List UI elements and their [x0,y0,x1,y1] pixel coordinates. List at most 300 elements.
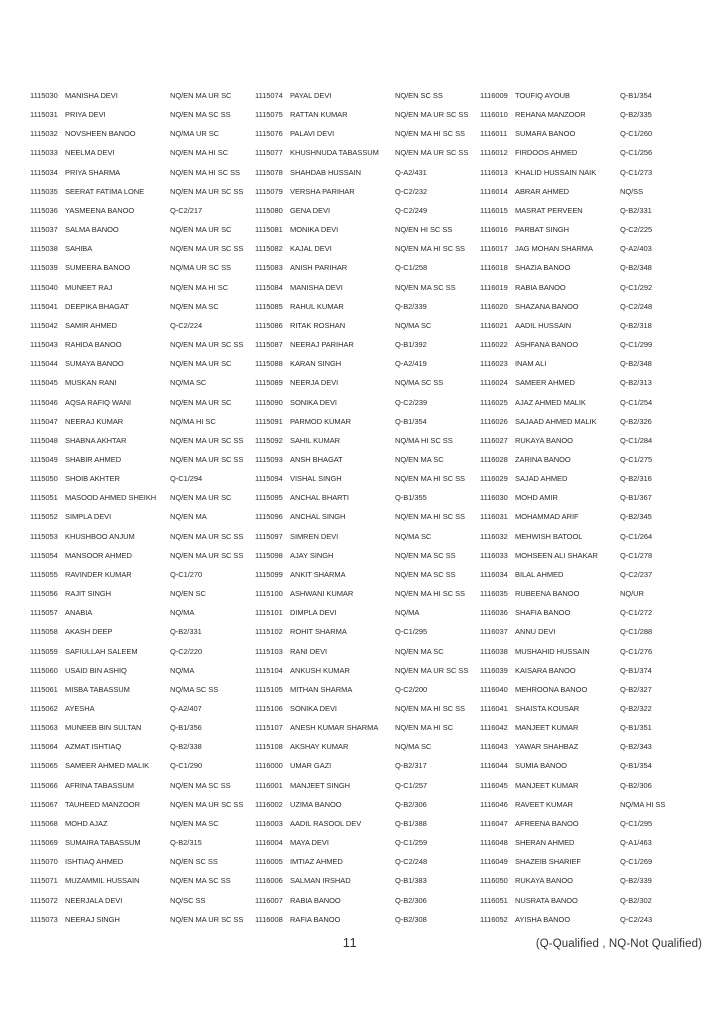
roll-number: 1116043 [480,742,508,752]
status-code: NQ/EN MA SC [170,301,219,311]
table-row [480,819,700,838]
table-row [30,91,255,110]
status-code: NQ/MA HI SS [620,799,666,809]
candidate-name: SHAHDAB HUSSAIN [290,167,361,177]
status-code: NQ/EN MA UR SC SS [170,244,244,254]
status-code: Q-C1/295 [395,627,428,637]
status-code: Q-C1/273 [620,167,653,177]
roll-number: 1115058 [30,627,58,637]
table-row [480,283,700,302]
roll-number: 1116038 [480,646,508,656]
table-row [30,302,255,321]
table-row [255,512,480,531]
table-row [480,608,700,627]
status-code: NQ/EN MA HI SC SS [170,167,240,177]
table-row [30,857,255,876]
table-row [255,129,480,148]
roll-number: 1115105 [255,684,283,694]
roll-number: 1116015 [480,205,508,215]
table-row [480,206,700,225]
status-code: NQ/SC SS [170,895,206,905]
roll-number: 1115032 [30,129,58,139]
roll-number: 1116052 [480,914,508,924]
candidate-name: KAJAL DEVI [290,244,332,254]
roll-number: 1115035 [30,186,58,196]
roll-number: 1115071 [30,876,58,886]
roll-number: 1115030 [30,91,58,100]
status-code: NQ/EN MA UR SC SS [170,454,244,464]
candidate-name: MANISHA DEVI [65,91,118,100]
roll-number: 1115096 [255,512,283,522]
table-row [255,915,480,934]
table-row [255,838,480,857]
roll-number: 1116002 [255,799,283,809]
candidate-name: TAUHEED MANZOOR [65,799,140,809]
table-row [480,493,700,512]
candidate-name: SHAZEIB SHARIEF [515,857,581,867]
roll-number: 1115098 [255,550,283,560]
candidate-name: AKSHAY KUMAR [290,742,349,752]
roll-number: 1116032 [480,531,508,541]
table-row [255,398,480,417]
roll-number: 1115100 [255,589,283,599]
roll-number: 1116051 [480,895,508,905]
status-code: NQ/EN MA SC [395,646,444,656]
status-code: Q-C2/249 [395,205,428,215]
table-row [30,206,255,225]
candidate-name: YASMEENA BANOO [65,205,135,215]
result-column-1 [30,91,255,934]
status-code: Q-B2/339 [395,301,427,311]
status-code: NQ/MA [170,665,195,675]
candidate-name: ABRAR AHMED [515,186,570,196]
roll-number: 1116044 [480,761,508,771]
roll-number: 1115094 [255,474,283,484]
candidate-name: MANJEET KUMAR [515,723,579,733]
roll-number: 1115031 [30,110,58,120]
status-code: NQ/EN MA HI SC [395,723,454,733]
roll-number: 1115056 [30,589,58,599]
status-code: NQ/EN MA UR SC SS [170,914,244,924]
status-code: NQ/EN MA HI SC SS [395,474,465,484]
candidate-name: RAHUL KUMAR [290,301,344,311]
status-code: Q-B2/306 [620,780,652,790]
candidate-name: SHAISTA KOUSAR [515,704,580,713]
table-row [255,896,480,915]
table-row [255,359,480,378]
status-code: NQ/EN MA SC SS [395,550,456,560]
table-row [255,532,480,551]
roll-number: 1116027 [480,435,508,445]
roll-number: 1115088 [255,359,283,369]
table-row [30,723,255,742]
roll-number: 1115060 [30,665,58,675]
table-row [255,761,480,780]
roll-number: 1115065 [30,761,58,771]
status-code: NQ/EN MA SC SS [170,110,231,120]
candidate-name: SEERAT FATIMA LONE [65,186,145,196]
status-code: NQ/EN MA SC SS [395,282,456,292]
status-code: Q-C1/275 [620,454,653,464]
status-code: NQ/EN MA UR SC SS [170,531,244,541]
status-code: NQ/EN MA UR SC SS [170,340,244,350]
candidate-name: KAISARA BANOO [515,665,576,675]
candidate-name: SAMEER AHMED [515,378,575,388]
roll-number: 1116013 [480,167,508,177]
table-row [30,551,255,570]
status-code: NQ/MA [170,608,195,618]
candidate-name: MOHSEEN ALI SHAKAR [515,550,598,560]
roll-number: 1115059 [30,646,58,656]
candidate-name: RAVEET KUMAR [515,799,573,809]
table-row [480,589,700,608]
status-code: Q-B2/322 [620,704,652,713]
candidate-name: INAM ALI [515,359,547,369]
candidate-name: SALMAN IRSHAD [290,876,351,886]
candidate-name: NUSRATA BANOO [515,895,578,905]
roll-number: 1116004 [255,838,283,848]
table-row [255,627,480,646]
status-code: Q-B2/345 [620,512,652,522]
table-row [30,761,255,780]
roll-number: 1115064 [30,742,58,752]
candidate-name: ANESH KUMAR SHARMA [290,723,379,733]
roll-number: 1116010 [480,110,508,120]
candidate-name: AFREENA BANOO [515,818,579,828]
table-row [30,417,255,436]
candidate-name: NEERJA DEVI [290,378,339,388]
roll-number: 1116024 [480,378,508,388]
candidate-name: SUMAYA BANOO [65,359,124,369]
roll-number: 1115042 [30,320,58,330]
candidate-name: AADIL RASOOL DEV [290,818,362,828]
status-code: NQ/EN MA UR SC [170,91,232,100]
table-row [30,570,255,589]
roll-number: 1115072 [30,895,58,905]
table-row [480,244,700,263]
table-row [255,647,480,666]
roll-number: 1115075 [255,110,283,120]
candidate-name: SUMARA BANOO [515,129,576,139]
status-code: NQ/EN MA HI SC SS [395,129,465,139]
roll-number: 1115078 [255,167,283,177]
table-row [30,666,255,685]
candidate-name: MANJEET KUMAR [515,780,579,790]
candidate-name: AKASH DEEP [65,627,113,637]
status-code: NQ/EN SC SS [170,857,218,867]
table-row [255,876,480,895]
table-row [480,110,700,129]
status-code: NQ/MA SC [170,378,207,388]
table-row [480,761,700,780]
candidate-name: MASOOD AHMED SHEIKH [65,493,157,503]
table-row [255,302,480,321]
table-row [255,187,480,206]
roll-number: 1115081 [255,225,283,235]
roll-number: 1116008 [255,914,283,924]
roll-number: 1115061 [30,684,58,694]
table-row [30,283,255,302]
status-code: NQ/EN HI SC SS [395,225,453,235]
candidate-name: MOHD AJAZ [65,818,108,828]
table-row [30,876,255,895]
table-row [480,302,700,321]
roll-number: 1116000 [255,761,283,771]
candidate-name: RUKAYA BANOO [515,435,573,445]
table-row [480,915,700,934]
table-row [480,742,700,761]
roll-number: 1116020 [480,301,508,311]
roll-number: 1116016 [480,225,508,235]
candidate-name: NEERAJ PARIHAR [290,340,354,350]
status-code: Q-B1/354 [395,416,427,426]
candidate-name: SAMIR AHMED [65,320,117,330]
candidate-name: ANABIA [65,608,93,618]
table-row [255,608,480,627]
table-row [30,627,255,646]
status-code: Q-B2/339 [620,876,652,886]
candidate-name: PRIYA SHARMA [65,167,121,177]
candidate-name: DIMPLA DEVI [290,608,337,618]
candidate-name: RAHIDA BANOO [65,340,122,350]
candidate-name: MUSHAHID HUSSAIN [515,646,590,656]
table-row [480,647,700,666]
roll-number: 1115043 [30,340,58,350]
status-code: NQ/EN MA HI SC SS [395,512,465,522]
result-column-3 [480,91,700,934]
candidate-name: SHAZIA BANOO [515,263,571,273]
roll-number: 1115102 [255,627,283,637]
candidate-name: ROHIT SHARMA [290,627,347,637]
candidate-name: RITAK ROSHAN [290,320,346,330]
status-code: Q-C1/270 [170,569,203,579]
candidate-name: PALAVI DEVI [290,129,335,139]
candidate-name: ANCHAL SINGH [290,512,346,522]
roll-number: 1115089 [255,378,283,388]
status-code: NQ/EN MA HI SC SS [395,704,465,713]
roll-number: 1116030 [480,493,508,503]
roll-number: 1115049 [30,454,58,464]
candidate-name: MUSKAN RANI [65,378,117,388]
candidate-name: SUMIA BANOO [515,761,567,771]
status-code: Q-C2/248 [620,301,653,311]
roll-number: 1115036 [30,205,58,215]
roll-number: 1116021 [480,320,508,330]
roll-number: 1115104 [255,665,283,675]
status-code: Q-B1/374 [620,665,652,675]
roll-number: 1115101 [255,608,283,618]
status-code: Q-C2/200 [395,684,428,694]
candidate-name: SAHIL KUMAR [290,435,341,445]
status-code: Q-C2/237 [620,569,653,579]
table-row [30,455,255,474]
roll-number: 1115066 [30,780,58,790]
roll-number: 1116035 [480,589,508,599]
roll-number: 1115040 [30,282,58,292]
table-row [30,340,255,359]
status-code: Q-C2/243 [620,914,653,924]
status-code: Q-A1/463 [620,838,652,848]
table-row [480,187,700,206]
candidate-name: ANISH PARIHAR [290,263,348,273]
table-row [30,244,255,263]
roll-number: 1116001 [255,780,283,790]
candidate-name: UMAR GAZI [290,761,332,771]
status-code: Q-C1/254 [620,397,653,407]
candidate-name: NOVSHEEN BANOO [65,129,136,139]
candidate-name: PAYAL DEVI [290,91,332,100]
candidate-name: AJAY SINGH [290,550,334,560]
status-code: NQ/MA HI SC [170,416,216,426]
roll-number: 1116039 [480,665,508,675]
roll-number: 1115044 [30,359,58,369]
candidate-name: ANKIT SHARMA [290,569,346,579]
roll-number: 1115092 [255,435,283,445]
table-row [255,436,480,455]
table-row [255,321,480,340]
status-code: NQ/SS [620,186,644,196]
table-row [480,512,700,531]
status-code: NQ/EN SC [170,589,206,599]
result-columns [30,91,700,934]
status-code: NQ/EN MA UR SC SS [170,799,244,809]
candidate-name: MOHAMMAD ARIF [515,512,579,522]
status-code: Q-B2/313 [620,378,652,388]
roll-number: 1115039 [30,263,58,273]
status-code: NQ/EN MA UR SC SS [395,148,469,158]
candidate-name: AQSA RAFIQ WANI [65,397,132,407]
table-row [30,398,255,417]
candidate-name: MASRAT PERVEEN [515,205,583,215]
candidate-name: SONIKA DEVI [290,397,337,407]
status-code: Q-B2/316 [620,474,652,484]
candidate-name: SHOIB AKHTER [65,474,120,484]
table-row [480,704,700,723]
roll-number: 1115048 [30,435,58,445]
candidate-name: SAMEER AHMED MALIK [65,761,150,771]
status-code: NQ/EN MA HI SC [170,148,229,158]
table-row [30,187,255,206]
roll-number: 1116003 [255,818,283,828]
status-code: Q-B2/317 [395,761,427,771]
table-row [480,225,700,244]
status-code: Q-C2/217 [170,205,203,215]
table-row [30,168,255,187]
status-code: Q-B1/355 [395,493,427,503]
table-row [255,417,480,436]
candidate-name: RUKAYA BANOO [515,876,573,886]
table-row [30,742,255,761]
status-code: Q-C2/225 [620,225,653,235]
table-row [30,321,255,340]
table-row [30,129,255,148]
table-row [30,532,255,551]
roll-number: 1116029 [480,474,508,484]
roll-number: 1115069 [30,838,58,848]
status-code: Q-C1/264 [620,531,653,541]
status-code: NQ/EN MA HI SC SS [395,589,465,599]
roll-number: 1115106 [255,704,283,713]
table-row [30,647,255,666]
roll-number: 1115041 [30,301,58,311]
status-code: NQ/MA SC [395,320,432,330]
candidate-name: USAID BIN ASHIQ [65,665,127,675]
roll-number: 1115080 [255,205,283,215]
candidate-name: SAFIULLAH SALEEM [65,646,138,656]
status-code: Q-B1/351 [620,723,652,733]
candidate-name: NEELMA DEVI [65,148,115,158]
candidate-name: DEEPIKA BHAGAT [65,301,129,311]
status-code: Q-B1/354 [620,761,652,771]
table-row [480,876,700,895]
roll-number: 1115038 [30,244,58,254]
table-row [255,455,480,474]
table-row [30,436,255,455]
status-code: Q-C2/224 [170,320,203,330]
status-code: NQ/MA UR SC [170,129,220,139]
status-code: NQ/EN MA UR SC SS [395,110,469,120]
table-row [255,570,480,589]
roll-number: 1115074 [255,91,283,100]
table-row [480,838,700,857]
table-row [255,819,480,838]
roll-number: 1116033 [480,550,508,560]
table-row [480,91,700,110]
table-row [255,283,480,302]
roll-number: 1115037 [30,225,58,235]
table-row [30,512,255,531]
status-code: NQ/EN MA UR SC [170,225,232,235]
status-code: Q-B2/306 [395,895,427,905]
table-row [255,704,480,723]
status-code: Q-C1/290 [170,761,203,771]
candidate-name: MUZAMMIL HUSSAIN [65,876,140,886]
candidate-name: SIMPLA DEVI [65,512,112,522]
candidate-name: SHERAN AHMED [515,838,575,848]
candidate-name: AZMAT ISHTIAQ [65,742,122,752]
candidate-name: MAYA DEVI [290,838,329,848]
status-code: Q-C1/294 [170,474,203,484]
table-row [30,589,255,608]
candidate-name: MONIKA DEVI [290,225,339,235]
status-code: Q-B2/348 [620,359,652,369]
candidate-name: SIMREN DEVI [290,531,339,541]
table-row [255,551,480,570]
roll-number: 1116025 [480,397,508,407]
table-row [480,857,700,876]
table-row [480,129,700,148]
candidate-name: ZARINA BANOO [515,454,571,464]
candidate-name: TOUFIQ AYOUB [515,91,570,100]
status-code: Q-C1/292 [620,282,653,292]
status-code: NQ/UR [620,589,644,599]
candidate-name: PRIYA DEVI [65,110,106,120]
status-code: Q-C1/288 [620,627,653,637]
roll-number: 1115107 [255,723,283,733]
status-code: NQ/EN MA UR SC [170,493,232,503]
candidate-name: SHABIR AHMED [65,454,122,464]
candidate-name: ANCHAL BHARTI [290,493,349,503]
table-row [255,781,480,800]
table-row [480,378,700,397]
roll-number: 1116009 [480,91,508,100]
status-code: Q-C1/272 [620,608,653,618]
status-code: NQ/EN SC SS [395,91,443,100]
status-code: Q-B2/343 [620,742,652,752]
candidate-name: MANJEET SINGH [290,780,351,790]
roll-number: 1115108 [255,742,283,752]
status-code: Q-B2/338 [170,742,202,752]
